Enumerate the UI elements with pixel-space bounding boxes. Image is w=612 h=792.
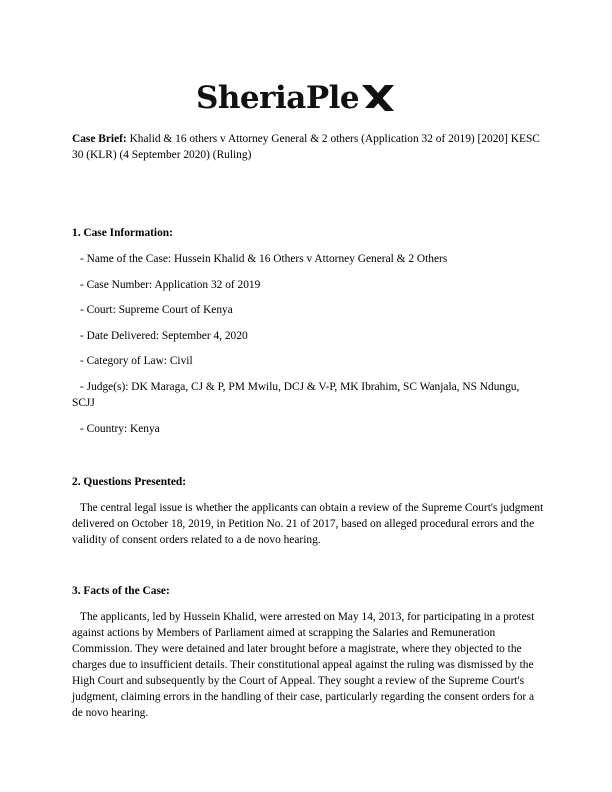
case-info-item-judges: - Judge(s): DK Maraga, CJ & P, PM Mwilu, DCJ & V-P, MK Ibrahim, SC Wanjala, NS Ndungu, SCJJ [72,381,520,409]
case-info-item-category: - Category of Law: Civil [80,355,193,367]
case-info-item-name: - Name of the Case: Hussein Khalid & 16 Others v Attorney General & 2 Others [80,253,448,265]
case-info-item-country: - Country: Kenya [80,423,160,435]
case-info-item-number: - Case Number: Application 32 of 2019 [80,279,261,291]
questions-presented-text: The central legal issue is whether the applicants can obtain a review of the Supreme Court's judgment delivered on October 18, 2019, in Petition No. 21 of 2017, based on alleged procedural errors and the validity of consent orders related to a de novo hearing. [72,502,544,546]
case-brief-label: Case Brief: [72,133,127,145]
case-brief-title [72,131,542,163]
logo-x-mark-icon [360,82,396,114]
sheriaplex-logo [196,76,416,120]
case-info-item-date: - Date Delivered: September 4, 2020 [80,330,248,342]
case-info-item-court: - Court: Supreme Court of Kenya [80,304,233,316]
case-brief-text: Khalid & 16 others v Attorney General & 2 others (Application 32 of 2019) [2020] KESC 30 (KLR) (4 September 2020) (Ruling) [72,133,540,161]
logo-wordmark: SheriaPle [196,80,360,116]
section-heading-questions-presented: 2. Questions Presented: [72,476,187,488]
section-heading-facts: 3. Facts of the Case: [72,585,170,597]
section-heading-case-information: 1. Case Information: [72,227,173,239]
facts-text: The applicants, led by Hussein Khalid, were arrested on May 14, 2013, for participating in a protest against actions by Members of Parliament aimed at scrapping the Salaries and Remuneration Commission. They were detained and later brought before a magistrate, where they objected to the charges due to insufficient details. Their constitutional appeal against the ruling was dismissed by the High Court and subsequently by the Court of Appeal. They sought a review of the Supreme Court's judgment, claiming errors in the handling of their case, particularly regarding the consent orders for a de novo hearing. [72,611,535,719]
